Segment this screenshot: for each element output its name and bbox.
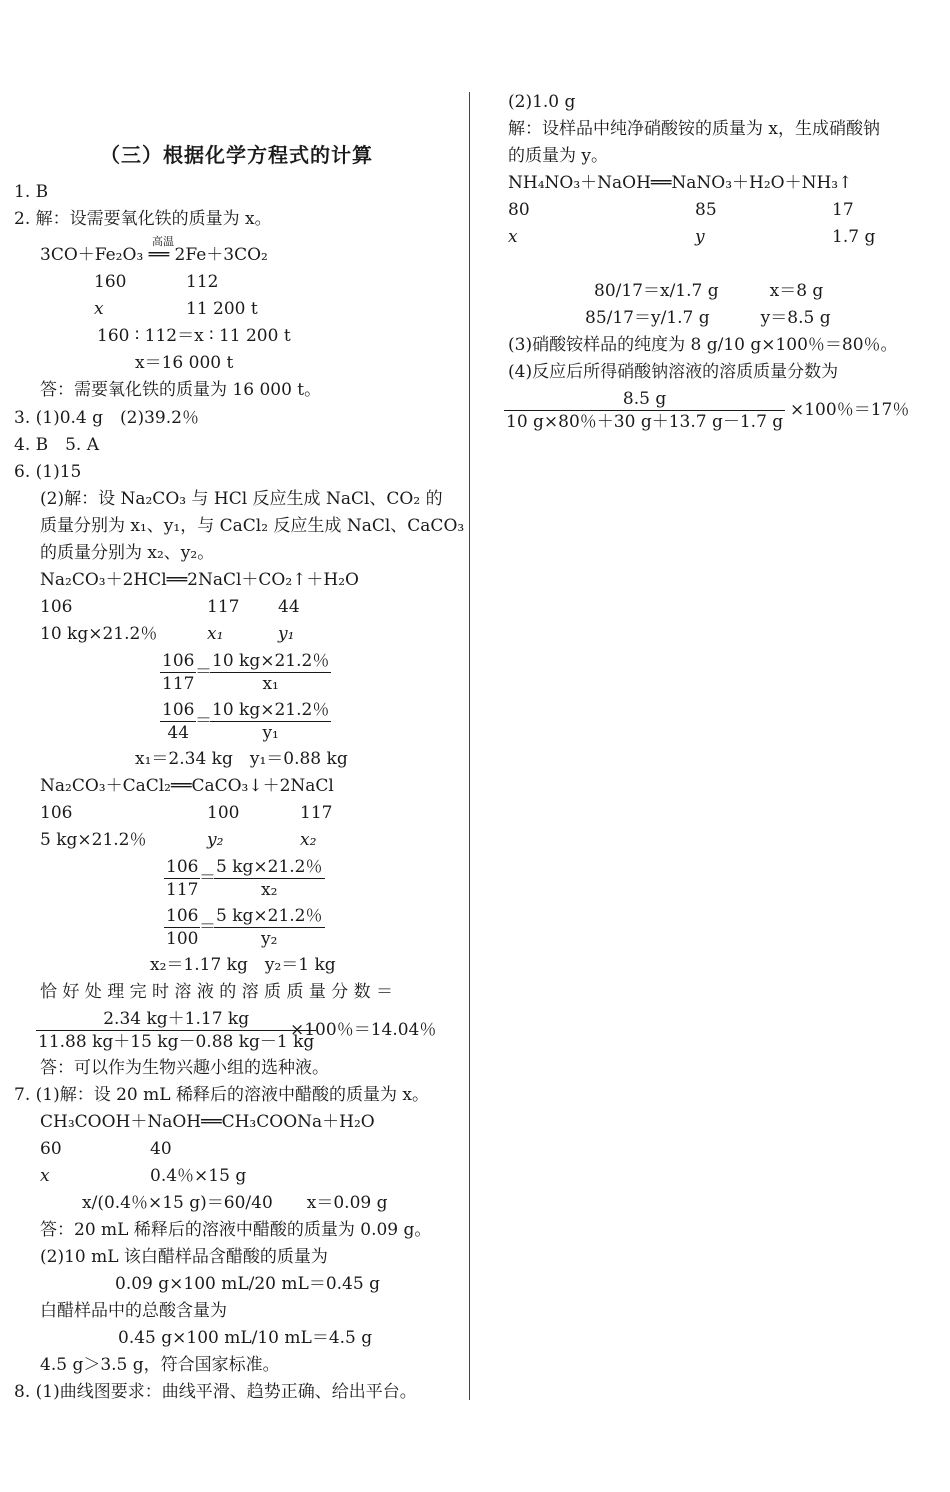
fraction-4-right: $\frac{5 kg\times 21.2\%}{\text{y₂}}$: [216, 906, 323, 949]
answer-4-5: 4. B 5. A: [14, 435, 100, 455]
answer-6-conclusion: 答：可以作为生物兴趣小组的选种液。: [40, 1058, 329, 1078]
fraction-6-tail: ×100％＝17％: [790, 400, 910, 420]
fraction-5: $\frac{2.34 kg+1.17 kg}{11.88 kg+15 kg-0.88 kg-1 kg}$: [38, 1009, 315, 1052]
answer-2-intro: 2. 解：设需要氧化铁的质量为 x。: [14, 209, 272, 229]
equation-7: CH₃COOH＋NaOH══CH₃COONa＋H₂O: [40, 1112, 375, 1132]
answer-2-conclusion: 答：需要氧化铁的质量为 16 000 t。: [40, 380, 322, 400]
fraction-3-right: $\frac{5 kg\times 21.2\%}{\text{x₂}}$: [216, 857, 323, 900]
right-answer-2: (2)1.0 g: [508, 92, 576, 112]
fraction-4-left: $\frac{106}{100}$: [166, 906, 199, 949]
equals-sign: ＝: [199, 917, 216, 937]
answer-6-2-line2: 质量分别为 x₁、y₁，与 CaCl₂ 反应生成 NaCl、CaCO₃: [40, 516, 465, 536]
fraction-2-right: $\frac{10 kg\times 21.2\%}{\text{y₁}}$: [212, 700, 330, 743]
right-equation: NH₄NO₃＋NaOH══NaNO₃＋H₂O＋NH₃↑: [508, 173, 853, 193]
answer-3: 3. (1)0.4 g (2)39.2％: [14, 408, 199, 428]
mass-44: 44: [278, 597, 300, 617]
mass-60: 60: [40, 1139, 62, 1159]
right-setup-line2: 的质量为 y。: [508, 146, 609, 166]
fraction-1-right: $\frac{10 kg\times 21.2\%}{\text{x₁}}$: [212, 651, 330, 694]
equals-sign: ＝: [195, 662, 212, 682]
fraction-2-left: $\frac{106}{44}$: [162, 700, 195, 743]
equals-sign: ＝: [195, 711, 212, 731]
right-setup-line1: 解：设样品中纯净硝酸铵的质量为 x，生成硝酸钠: [508, 119, 880, 139]
answer-7-2-line2: 0.09 g×100 mL/20 mL＝0.45 g: [115, 1274, 380, 1294]
value-10kg: 10 kg×21.2％: [40, 624, 158, 644]
mass-40: 40: [150, 1139, 172, 1159]
value-5kg: 5 kg×21.2％: [40, 830, 147, 850]
reaction-condition: 高温: [152, 235, 174, 248]
equation-6-2: Na₂CO₃＋CaCl₂══CaCO₃↓＋2NaCl: [40, 776, 334, 796]
fraction-6: $\frac{8.5 g}{10 g\times 80\%+30 g+13.7 g-1.7 g}$: [506, 389, 784, 432]
var-y: y: [695, 227, 705, 247]
mass-106: 106: [40, 803, 73, 823]
answer-7-2-line4: 0.45 g×100 mL/10 mL＝4.5 g: [118, 1328, 373, 1348]
mass-17: 17: [832, 200, 854, 220]
answer-6-2-line3: 的质量分别为 x₂、y₂。: [40, 543, 215, 563]
var-y1: y₁: [278, 624, 295, 644]
right-ratio-1: 80/17＝x/1.7 g x＝8 g: [594, 281, 824, 301]
var-x: x: [94, 299, 104, 319]
mass-80: 80: [508, 200, 530, 220]
mass-160: 160: [94, 272, 127, 292]
equation-6-1: Na₂CO₃＋2HCl══2NaCl＋CO₂↑＋H₂O: [40, 570, 359, 590]
mass-117: 117: [207, 597, 240, 617]
answer-7-1: 7. (1)解：设 20 mL 稀释后的溶液中醋酸的质量为 x。: [14, 1085, 429, 1105]
result-6-1: x₁＝2.34 kg y₁＝0.88 kg: [135, 749, 348, 769]
answer-7-2-line1: (2)10 mL 该白醋样品含醋酸的质量为: [40, 1247, 328, 1267]
var-x2: x₂: [300, 830, 317, 850]
answer-6-2-line1: (2)解：设 Na₂CO₃ 与 HCl 反应生成 NaCl、CO₂ 的: [40, 489, 443, 509]
answer-7-conclusion: 答：20 mL 稀释后的溶液中醋酸的质量为 0.09 g。: [40, 1220, 432, 1240]
result-2: x＝16 000 t: [135, 353, 234, 373]
var-x1: x₁: [207, 624, 224, 644]
right-answer-3: (3)硝酸铵样品的纯度为 8 g/10 g×100％＝80％。: [508, 335, 898, 355]
answer-8-1: 8. (1)曲线图要求：曲线平滑、趋势正确、给出平台。: [14, 1382, 417, 1402]
mass-112: 112: [186, 272, 219, 292]
equals-sign: ＝: [199, 868, 216, 888]
fraction-1-left: $\frac{106}{117}$: [162, 651, 195, 694]
value-0.4pct: 0.4％×15 g: [150, 1166, 247, 1186]
var-y2: y₂: [207, 830, 224, 850]
answer-1: 1. B: [14, 182, 49, 202]
mass-85: 85: [695, 200, 717, 220]
var-x: x: [508, 227, 518, 247]
right-answer-4: (4)反应后所得硝酸钠溶液的溶质质量分数为: [508, 362, 839, 382]
result-6-2: x₂＝1.17 kg y₂＝1 kg: [150, 955, 336, 975]
mass-117: 117: [300, 803, 333, 823]
answer-6-1: 6. (1)15: [14, 462, 82, 482]
answer-7-2-line3: 白醋样品中的总酸含量为: [40, 1301, 227, 1321]
value-11200: 11 200 t: [186, 299, 258, 319]
solute-fraction-intro: 恰 好 处 理 完 时 溶 液 的 溶 质 质 量 分 数 ＝: [40, 982, 394, 1002]
fraction-3-left: $\frac{106}{117}$: [166, 857, 199, 900]
value-1.7g: 1.7 g: [832, 227, 876, 247]
var-x: x: [40, 1166, 50, 1186]
equation-2: 3CO＋Fe₂O₃ ══ 2Fe＋3CO₂: [40, 245, 268, 265]
right-ratio-2: 85/17＝y/1.7 g y＝8.5 g: [585, 308, 831, 328]
mass-106: 106: [40, 597, 73, 617]
fraction-5-tail: ×100％＝14.04％: [290, 1020, 437, 1040]
section-title: （三）根据化学方程式的计算: [100, 143, 373, 167]
mass-100: 100: [207, 803, 240, 823]
column-divider: [469, 92, 470, 1400]
answer-7-2-line5: 4.5 g＞3.5 g，符合国家标准。: [40, 1355, 280, 1375]
ratio-2: 160 ∶ 112＝x ∶ 11 200 t: [97, 326, 291, 346]
ratio-7: x/(0.4％×15 g)＝60/40 x＝0.09 g: [82, 1193, 388, 1213]
